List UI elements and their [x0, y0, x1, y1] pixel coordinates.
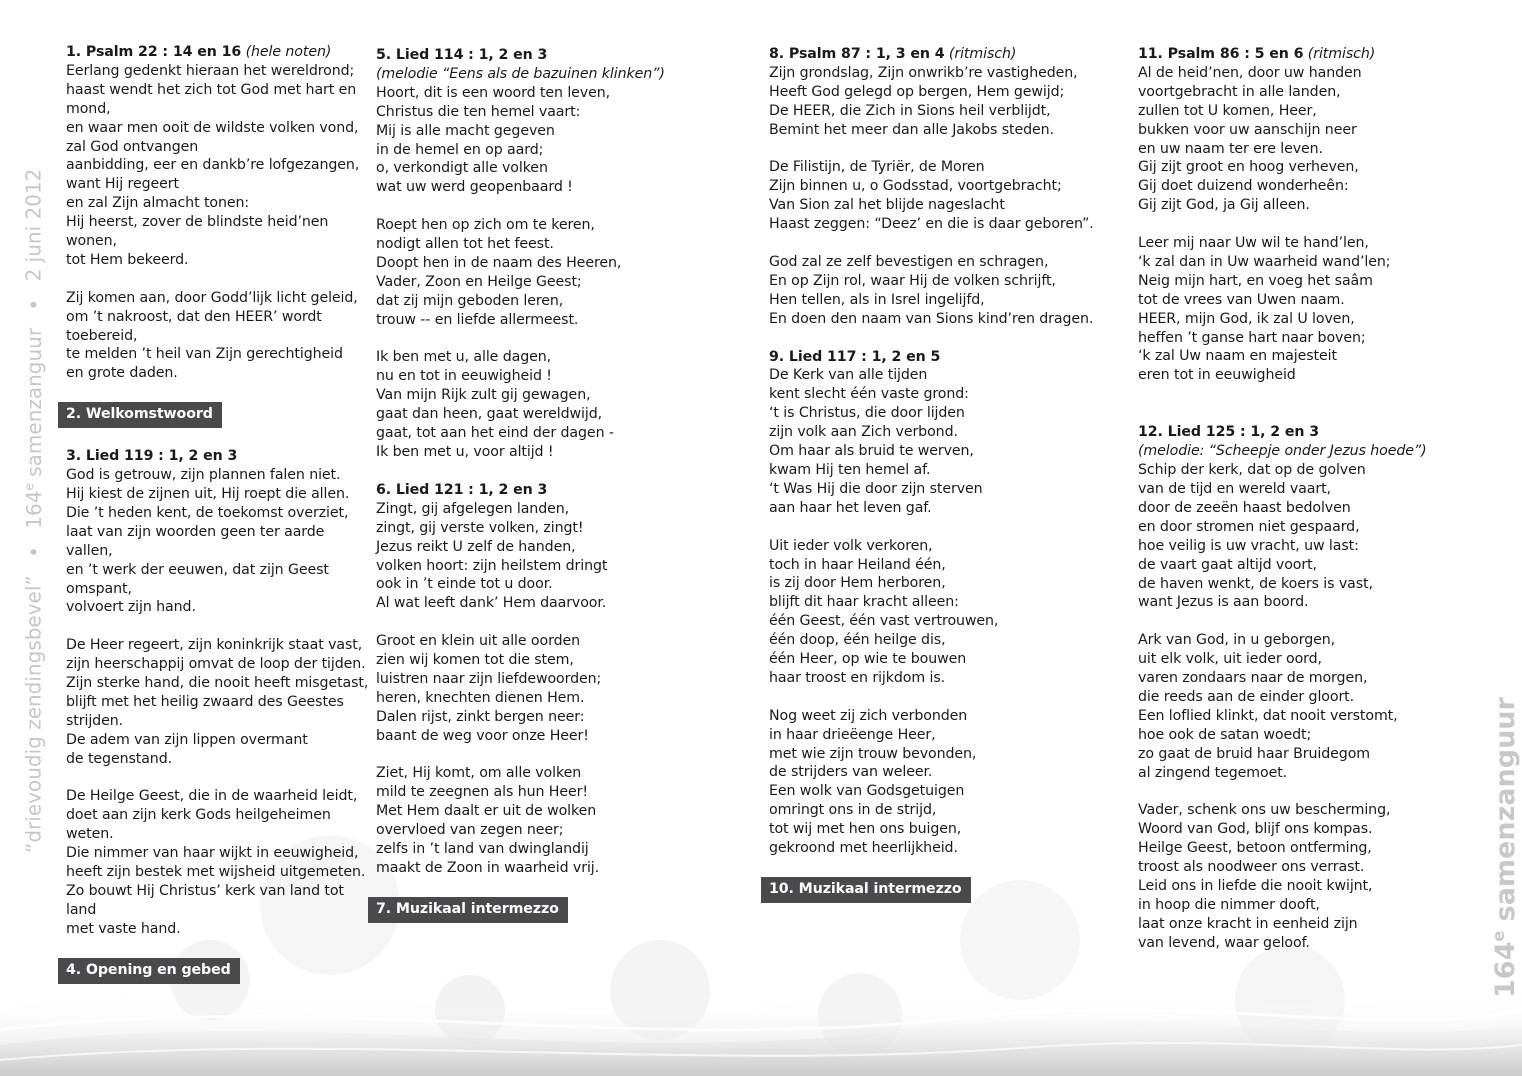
verse-line: haar troost en rijkdom is.: [769, 669, 946, 686]
verse-line: ‘t Was Hij die door zijn sterven: [769, 480, 983, 497]
verse-line: God zal ze zelf bevestigen en schragen,: [769, 253, 1049, 270]
verse-line: eren tot in eeuwigheid: [1138, 367, 1296, 384]
column-4: [1138, 45, 1458, 972]
verse-line: Woord van God, blijf ons kompas.: [1138, 821, 1373, 838]
verse-line: die reeds aan de einder gloort.: [1138, 688, 1355, 705]
verse-line: ‘t is Christus, die door lijden: [769, 405, 965, 422]
verse-line: mild te zeegnen als hun Heer!: [376, 784, 588, 801]
verse-line: dat zij mijn geboden leren,: [376, 292, 564, 309]
side-caption-theme: “drievoudig zendingsbevel”: [21, 575, 46, 853]
verse: [66, 787, 371, 938]
verse-line: in de hemel en op aard;: [376, 141, 544, 158]
verse-line: Van mijn Rijk zult gij gewagen,: [376, 387, 591, 404]
verse-line: De Heer regeert, zijn koninkrijk staat vast, zijn heerschappij omvat de loop der tijden.: [66, 637, 366, 673]
verse-line: de strijders van weleer.: [769, 764, 933, 781]
verse-line: voortgebracht in alle landen,: [1138, 83, 1341, 100]
song-melody: (melodie “Eens als de bazuinen klinken”): [376, 65, 665, 82]
verse-line: tot de vrees van Uwen naam.: [1138, 291, 1345, 308]
verse-line: Zingt, gij afgelegen landen,: [376, 500, 570, 517]
verse-line: te melden ’t heil van Zijn gerechtigheid: [66, 346, 343, 363]
song-heading: [769, 45, 1114, 64]
verse: [66, 289, 371, 384]
section-muzikaal-intermezzo: 10. Muzikaal intermezzo: [761, 877, 971, 903]
verse-line: zelfs in ’t land van dwinglandij: [376, 841, 589, 858]
verse-line: Leid ons in liefde die nooit kwijnt,: [1138, 878, 1373, 895]
verse-line: God is getrouw, zijn plannen falen niet.: [66, 467, 341, 484]
song-5: [376, 46, 681, 462]
song-title: 11. Psalm 86 : 5 en 6: [1138, 46, 1304, 62]
verse-line: Een loflied klinkt, dat nooit verstomt,: [1138, 707, 1398, 724]
song-verses: [769, 366, 1114, 858]
verse-line: en waar men ooit de wildste volken vond, zal God ontvangen: [66, 119, 359, 155]
verse-line: Gij zijt groot en hoog verheven,: [1138, 159, 1359, 176]
verse-line: aanbidding, eer en dankb’re lofgezangen, want Hij regeert: [66, 157, 360, 193]
verse: [1138, 64, 1458, 215]
verse: [376, 84, 681, 197]
verse-line: Schip der kerk, dat op de golven: [1138, 462, 1366, 479]
verse-line: Hij heerst, zover de blindste heid’nen wonen,: [66, 214, 329, 250]
verse-line: heffen ’t ganse hart naar boven;: [1138, 329, 1366, 346]
verse-line: Christus die ten hemel vaart:: [376, 103, 581, 120]
song-title: 8. Psalm 87 : 1, 3 en 4: [769, 46, 945, 62]
verse-line: Heilge Geest, betoon ontferming,: [1138, 840, 1372, 857]
verse-line: in haar drieëenge Heer,: [769, 726, 936, 743]
verse-line: Ik ben met u, voor altijd !: [376, 444, 554, 460]
verse-line: Zo bouwt Hij Christus’ kerk van land tot land: [66, 883, 344, 918]
verse-line: van levend, waar geloof.: [1138, 934, 1310, 951]
verse-line: wat uw werd geopenbaard !: [376, 179, 573, 196]
song-12: [1138, 423, 1458, 952]
verse: [1138, 801, 1458, 952]
verse-line: zullen tot U komen, Heer,: [1138, 102, 1317, 119]
verse-line: van de tijd en wereld vaart,: [1138, 481, 1331, 498]
side-caption-left: [14, 168, 46, 853]
verse: [769, 366, 1114, 517]
verse-line: ‘k zal dan in Uw waarheid wand’len;: [1138, 253, 1391, 270]
song-note: (hele noten): [245, 44, 332, 60]
song-verses: [66, 466, 371, 939]
verse-line: is zij door Hem herboren,: [769, 575, 946, 592]
verse: [769, 707, 1114, 858]
verse-line: Zijn grondslag, Zijn onwrikb’re vastigheden,: [769, 64, 1078, 81]
verse-line: aan haar het leven gaf.: [769, 499, 932, 516]
song-9: [769, 348, 1114, 858]
side-caption-separator: •: [21, 298, 46, 311]
verse-line: blijft met het heilig zwaard des Geestes strijden.: [66, 693, 344, 729]
verse-line: En op Zijn rol, waar Hij de volken schrijft,: [769, 272, 1056, 289]
verse-line: omringt ons in de strijd,: [769, 802, 937, 819]
verse-line: want Jezus is aan boord.: [1138, 594, 1309, 611]
verse-line: luistren naar zijn liefdewoorden;: [376, 670, 602, 687]
verse: [376, 500, 681, 613]
verse-line: Al wat leeft dank’ Hem daarvoor.: [376, 595, 607, 612]
verse-line: Ziet, Hij komt, om alle volken: [376, 765, 582, 782]
verse-line: de haven wenkt, de koers is vast,: [1138, 575, 1373, 592]
verse-line: en door stromen niet gespaard,: [1138, 518, 1360, 535]
verse-line: heren, knechten dienen Hem.: [376, 689, 585, 706]
verse-line: Gij doet duizend wonderheên:: [1138, 178, 1349, 195]
verse-line: haast wendt het zich tot God met hart en mond,: [66, 81, 357, 117]
verse-line: Neig mijn hart, en voeg het saâm: [1138, 272, 1373, 289]
verse-line: De Heilge Geest, die in de waarheid leidt, doet aan zijn kerk Gods heilgeheimen weten.: [66, 788, 358, 843]
verse-line: zien wij komen tot die stem,: [376, 652, 574, 669]
verse-line: één Geest, één vast vertrouwen,: [769, 613, 999, 630]
song-title: 6. Lied 121 : 1, 2 en 3: [376, 481, 548, 498]
verse-line: kwam Hij ten hemel af.: [769, 462, 931, 478]
verse-line: Die nimmer van haar wijkt in eeuwigheid, heeft zijn bestek met wijsheid uitgemeten.: [66, 845, 366, 881]
side-caption-date: 2 juni 2012: [21, 168, 46, 282]
verse-line: Zijn binnen u, o Godsstad, voortgebracht;: [769, 178, 1062, 195]
verse-line: al zingend tegemoet.: [1138, 764, 1288, 781]
section-welkomstwoord: 2. Welkomstwoord: [58, 402, 222, 428]
verse: [376, 348, 681, 461]
verse-line: volken hoort: zijn heilstem dringt: [376, 557, 608, 574]
side-caption-edition: 164e samenzanguur: [21, 327, 46, 529]
verse-line: en uw naam ter ere leven.: [1138, 140, 1323, 157]
song-1: [66, 43, 371, 383]
verse-line: en grote daden.: [66, 365, 178, 382]
verse-line: Ark van God, in u geborgen,: [1138, 632, 1336, 649]
verse: [769, 64, 1114, 140]
verse-line: Vader, schenk ons uw bescherming,: [1138, 802, 1391, 819]
verse-line: uit elk volk, uit ieder oord,: [1138, 651, 1322, 668]
verse-line: maakt de Zoon in waarheid vrij.: [376, 860, 600, 876]
column-1: [66, 43, 371, 1003]
verse-line: De adem van zijn lippen overmant: [66, 731, 308, 748]
verse-line: tot wij met hen ons buigen,: [769, 821, 962, 838]
verse-line: Leer mij naar Uw wil te hand’len,: [1138, 235, 1369, 252]
verse-line: toch in haar Heiland één,: [769, 556, 946, 573]
verse-line: nu en tot in eeuwigheid !: [376, 368, 552, 385]
verse-line: De Kerk van alle tijden: [769, 367, 928, 384]
verse-line: baant de weg voor onze Heer!: [376, 727, 589, 744]
verse-line: Om haar als bruid te werven,: [769, 443, 974, 460]
verse-line: ook in ’t einde tot u door.: [376, 576, 553, 593]
song-verses: [376, 84, 681, 462]
verse-line: kent slecht één vaste grond:: [769, 386, 969, 403]
verse-line: varen zondaars naar de morgen,: [1138, 670, 1368, 687]
song-6: [376, 481, 681, 878]
verse-line: gaat, tot aan het eind der dagen -: [376, 425, 614, 442]
verse-line: De HEER, die Zich in Sions heil verblijdt,: [769, 102, 1051, 119]
side-caption-right: 164e samenzanguur: [1489, 697, 1521, 998]
verse-line: Nog weet zij zich verbonden: [769, 707, 968, 724]
verse-line: hoe veilig is uw vracht, uw last:: [1138, 537, 1359, 554]
verse-line: de tegenstand.: [66, 750, 173, 767]
verse-line: Mij is alle macht gegeven: [376, 122, 555, 139]
verse-line: Haast zeggen: “Deez’ en die is daar geboren”.: [769, 216, 1094, 233]
song-verses: [1138, 64, 1458, 385]
verse-line: overvloed van zegen neer;: [376, 822, 564, 839]
verse-line: troost als noodweer ons verrast.: [1138, 859, 1365, 876]
song-note: (ritmisch): [948, 46, 1017, 62]
verse-line: Hoort, dit is een woord ten leven,: [376, 84, 611, 101]
verse-line: Die ’t heden kent, de toekomst overziet, laat van zijn woorden geen ter aarde vallen,: [66, 504, 349, 559]
verse-line: HEER, mijn God, ik zal U loven,: [1138, 310, 1355, 327]
verse-line: nodigt allen tot het feest.: [376, 236, 554, 253]
verse-line: gaat dan heen, gaat wereldwijd,: [376, 406, 603, 423]
verse-line: Hij kiest de zijnen uit, Hij roept die allen.: [66, 486, 350, 503]
song-verses: [376, 500, 681, 878]
verse: [769, 158, 1114, 234]
verse-line: zijn volk aan Zich verbond.: [769, 424, 958, 441]
side-caption-separator: •: [21, 546, 46, 558]
verse: [376, 216, 681, 329]
verse: [66, 636, 371, 768]
section-muzikaal-intermezzo: 7. Muzikaal intermezzo: [368, 897, 568, 923]
section-opening-gebed: 4. Opening en gebed: [58, 958, 240, 984]
verse: [376, 632, 681, 745]
verse-line: Van Sion zal het blijde nageslacht: [769, 197, 1005, 214]
verse-line: zingt, gij verste volken, zingt!: [376, 519, 584, 536]
verse-line: Dalen rijst, zinkt bergen neer:: [376, 708, 585, 725]
verse-line: Eerlang gedenkt hieraan het wereldrond;: [66, 62, 355, 79]
verse-line: tot Hem bekeerd.: [66, 251, 189, 268]
verse-line: Heeft God gelegd op bergen, Hem gewijd;: [769, 83, 1065, 100]
verse-line: Bemint het meer dan alle Jakobs steden.: [769, 121, 1054, 138]
song-title: 3. Lied 119 : 1, 2 en 3: [66, 448, 238, 465]
verse: [66, 466, 371, 617]
verse: [1138, 461, 1458, 612]
verse-line: laat onze kracht in eenheid zijn: [1138, 915, 1358, 932]
verse-line: Roept hen op zich om te keren,: [376, 217, 595, 234]
verse-line: met wie zijn trouw bevonden,: [769, 745, 977, 762]
verse-line: o, verkondigt alle volken: [376, 160, 548, 177]
verse-line: gekroond met heerlijkheid.: [769, 840, 958, 857]
song-title: 12. Lied 125 : 1, 2 en 3: [1138, 424, 1320, 441]
verse-line: door de zeeën haast bedolven: [1138, 499, 1351, 516]
verse-line: Met Hem daalt er uit de wolken: [376, 803, 597, 820]
verse-line: en zal Zijn almacht tonen:: [66, 195, 250, 212]
verse-line: in hoop die nimmer dooft,: [1138, 896, 1320, 913]
verse-line: Groot en klein uit alle oorden: [376, 633, 581, 650]
verse-line: bukken voor uw aanschijn neer: [1138, 121, 1357, 138]
verse-line: één Heer, op wie te bouwen: [769, 651, 967, 668]
verse-line: Doopt hen in de naam des Heeren,: [376, 254, 622, 271]
song-melody: (melodie: “Scheepje onder Jezus hoede”): [1138, 443, 1427, 460]
song-verses: [66, 62, 371, 383]
verse-line: Jezus reikt U zelf de handen,: [376, 538, 576, 555]
song-3: [66, 447, 371, 939]
verse-line: blijft dit haar kracht alleen:: [769, 594, 959, 611]
song-8: [769, 45, 1114, 329]
verse: [1138, 234, 1458, 385]
verse-line: ‘k zal Uw naam en majesteit: [1138, 348, 1337, 365]
song-verses: [1138, 461, 1458, 953]
song-note: (ritmisch): [1307, 46, 1376, 62]
verse-line: Hen tellen, als in Isrel ingelijfd,: [769, 291, 985, 308]
verse-line: Zijn sterke hand, die nooit heeft misgetast,: [66, 675, 369, 692]
song-title: 9. Lied 117 : 1, 2 en 5: [769, 348, 941, 365]
verse: [769, 537, 1114, 688]
song-verses: [769, 64, 1114, 329]
verse: [66, 62, 371, 270]
verse-line: De Filistijn, de Tyriër, de Moren: [769, 159, 985, 176]
verse-line: zo gaat de bruid haar Bruidegom: [1138, 745, 1370, 762]
verse-line: de vaart gaat altijd voort,: [1138, 556, 1317, 573]
verse-line: Al de heid’nen, door uw handen: [1138, 64, 1362, 81]
verse-line: Gij zijt God, ja Gij alleen.: [1138, 197, 1310, 214]
verse-line: en ’t werk der eeuwen, dat zijn Geest omspant,: [66, 561, 329, 597]
song-heading: [1138, 45, 1458, 64]
verse: [1138, 631, 1458, 782]
verse-line: Ik ben met u, alle dagen,: [376, 349, 552, 366]
verse-line: volvoert zijn hand.: [66, 599, 196, 616]
song-heading: [66, 43, 371, 62]
verse: [376, 764, 681, 877]
verse-line: één doop, één heilge dis,: [769, 632, 946, 649]
verse-line: trouw -- en liefde allermeest.: [376, 311, 579, 328]
column-2: [376, 46, 681, 942]
song-11: [1138, 45, 1458, 385]
verse: [769, 253, 1114, 329]
song-title: 1. Psalm 22 : 14 en 16: [66, 44, 242, 60]
verse-line: En doen den naam van Sions kind’ren dragen.: [769, 310, 1094, 327]
verse-line: met vaste hand.: [66, 920, 181, 937]
column-3: [769, 45, 1114, 922]
verse-line: Uit ieder volk verkoren,: [769, 537, 933, 554]
verse-line: hoe ook de satan woedt;: [1138, 726, 1312, 743]
verse-line: Een wolk van Godsgetuigen: [769, 783, 965, 800]
verse-line: Zij komen aan, door Godd’lijk licht geleid, om ’t nakroost, dat den HEER’ wordt toebereid,: [66, 289, 358, 344]
song-title: 5. Lied 114 : 1, 2 en 3: [376, 47, 548, 63]
verse-line: Vader, Zoon en Heilge Geest;: [376, 273, 582, 290]
